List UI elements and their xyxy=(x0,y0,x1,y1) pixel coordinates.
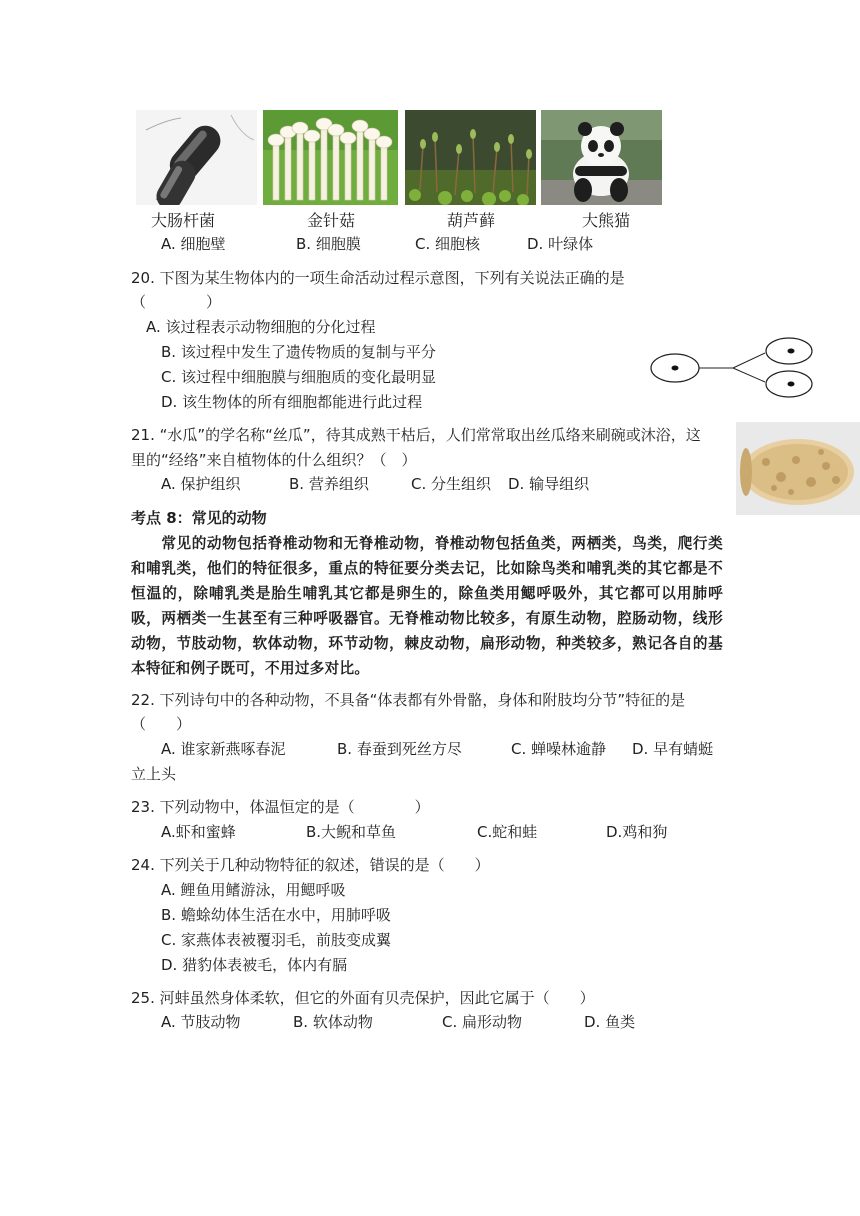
q22-option-a: A. 谁家新燕啄春泥 xyxy=(161,740,286,758)
q23-option-b: B.大鲵和草鱼 xyxy=(306,823,397,841)
q20-option-c: C. 该过程中细胞膜与细胞质的变化最明显 xyxy=(161,368,437,386)
ecoli-image xyxy=(136,110,257,205)
q20-option-b: B. 该过程中发生了遗传物质的复制与平分 xyxy=(161,343,436,361)
q22-stem: 22. 下列诗句中的各种动物，不具备“体表都有外骨骼，身体和附肢均分节”特征的是 xyxy=(131,691,686,709)
q22-option-d: D. 早有蜻蜓 xyxy=(632,740,714,758)
moss-image xyxy=(405,110,536,205)
q20-blank: （ ） xyxy=(131,293,222,311)
q25-stem: 25. 河蚌虽然身体柔软，但它的外面有贝壳保护，因此它属于（ ） xyxy=(131,989,595,1007)
keypoint-8-body: 常见的动物包括脊椎动物和无脊椎动物，脊椎动物包括鱼类，两栖类，鸟类，爬行类和哺乳类，他们的特征很多，重点的特征要分类去记，比如除鸟类和哺乳类的其它都是不恒温的，除哺乳类是胎生哺乳其它都是卵生的，除鱼类用鳃呼吸外，其它都可以用肺呼吸，两栖类一生甚至有三种呼吸器官。无脊椎动物比较多，有原生动物，腔肠动物，线形动物，节肢动物，软体动物，环节动物，棘皮动物，扁形动物，种类较多，熟记各自的基本特征和例子既可，不用过多对比。 xyxy=(131,535,723,677)
q23-option-a: A.虾和蜜蜂 xyxy=(161,823,236,841)
caption-panda: 大熊猫 xyxy=(581,211,630,230)
caption-enoki: 金针菇 xyxy=(306,211,355,230)
q24-option-c: C. 家燕体表被覆羽毛，前肢变成翼 xyxy=(161,931,392,949)
q19-option-b: B. 细胞膜 xyxy=(296,235,361,253)
q21-stem-line2: 里的“经络”来自植物体的什么组织？（ ） xyxy=(131,451,417,469)
loofah-image xyxy=(736,422,860,515)
q23-option-d: D.鸡和狗 xyxy=(606,823,668,841)
q21-stem-line1: 21. “水瓜”的学名称“丝瓜”，待其成熟干枯后，人们常常取出丝瓜络来刷碗或沐浴，这 xyxy=(131,426,701,444)
q24-stem: 24. 下列关于几种动物特征的叙述，错误的是（ ） xyxy=(131,856,490,874)
enoki-image xyxy=(263,110,398,205)
q19-option-a: A. 细胞壁 xyxy=(161,235,226,253)
q25-option-a: A. 节肢动物 xyxy=(161,1013,241,1031)
q23-option-c: C.蛇和蛙 xyxy=(477,823,538,841)
caption-ecoli: 大肠杆菌 xyxy=(150,211,215,230)
q25-option-c: C. 扁形动物 xyxy=(442,1013,523,1031)
q24-option-a: A. 鲤鱼用鳍游泳，用鳃呼吸 xyxy=(161,881,346,899)
q25-option-b: B. 软体动物 xyxy=(293,1013,373,1031)
q20-option-a: A. 该过程表示动物细胞的分化过程 xyxy=(146,318,376,336)
q25-option-d: D. 鱼类 xyxy=(584,1013,636,1031)
q19-option-d: D. 叶绿体 xyxy=(527,235,594,253)
q20-option-d: D. 该生物体的所有细胞都能进行此过程 xyxy=(161,393,423,411)
cell-division-diagram xyxy=(645,333,815,403)
q21-option-d: D. 输导组织 xyxy=(508,475,590,493)
q22-blank: （ ） xyxy=(131,715,192,733)
q19-option-c: C. 细胞核 xyxy=(415,235,481,253)
q22-option-c: C. 蝉噪林逾静 xyxy=(511,740,607,758)
q22-option-b: B. 春蚕到死丝方尽 xyxy=(337,740,462,758)
keypoint-8-title: 考点 8：常见的动物 xyxy=(131,509,267,527)
q22-option-d-cont: 立上头 xyxy=(131,765,177,783)
q24-option-b: B. 蟾蜍幼体生活在水中，用肺呼吸 xyxy=(161,906,391,924)
q24-option-d: D. 猎豹体表被毛，体内有膈 xyxy=(161,956,348,974)
q21-option-b: B. 营养组织 xyxy=(289,475,369,493)
caption-moss: 葫芦藓 xyxy=(446,211,495,230)
q21-option-a: A. 保护组织 xyxy=(161,475,241,493)
q23-stem: 23. 下列动物中，体温恒定的是（ ） xyxy=(131,798,430,816)
panda-image xyxy=(541,110,662,205)
q20-stem: 20. 下图为某生物体内的一项生命活动过程示意图，下列有关说法正确的是 xyxy=(131,269,625,287)
q21-option-c: C. 分生组织 xyxy=(411,475,492,493)
